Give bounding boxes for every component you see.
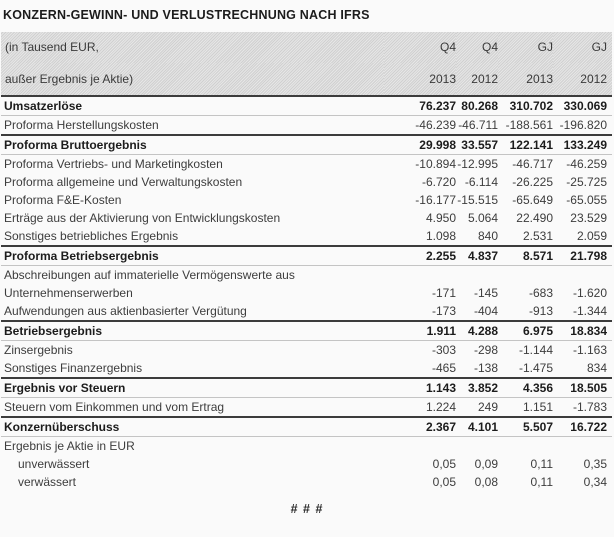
- income-table-body: [1, 96, 612, 491]
- cell-gj-2013: -188.561: [505, 118, 553, 132]
- cell-q4-2012: 0,09: [474, 457, 498, 471]
- cell-q4-2013: -465: [431, 361, 456, 375]
- cell-gj-2012: 834: [586, 361, 607, 375]
- cell-gj-2012: 18.834: [570, 324, 607, 338]
- header-col-gj-2013-period: GJ: [498, 32, 553, 63]
- cell-q4-2013: 2.367: [425, 420, 456, 434]
- table-row: [1, 284, 612, 302]
- cell-q4-2012: [456, 266, 498, 285]
- cell-q4-2013: [384, 266, 456, 285]
- row-label: Unternehmenserwerben: [4, 286, 133, 300]
- table-row: [1, 473, 612, 491]
- cell-q4-2012: 80.268: [461, 99, 498, 113]
- cell-gj-2012: -1.163: [572, 343, 607, 357]
- cell-gj-2013: 22.490: [516, 211, 553, 225]
- cell-gj-2012: -25.725: [566, 175, 607, 189]
- cell-q4-2012: -6.114: [464, 175, 498, 189]
- cell-q4-2012: 0,08: [474, 475, 498, 489]
- row-label: Betriebsergebnis: [4, 324, 103, 338]
- cell-q4-2012: 5.064: [467, 211, 498, 225]
- table-row: [1, 191, 612, 209]
- cell-q4-2012: -145: [473, 286, 498, 300]
- row-label: Sonstiges betriebliches Ergebnis: [4, 229, 179, 243]
- income-statement-table: [1, 32, 612, 491]
- cell-q4-2013: -46.239: [415, 118, 456, 132]
- cell-q4-2013: 1.098: [425, 229, 456, 243]
- cell-q4-2012: -15.515: [457, 193, 498, 207]
- cell-q4-2013: 0,05: [432, 457, 456, 471]
- cell-q4-2012: -138: [473, 361, 498, 375]
- cell-gj-2013: [498, 437, 553, 456]
- end-of-release-marker: # # #: [290, 502, 324, 516]
- cell-gj-2013: 0,11: [530, 457, 553, 471]
- cell-q4-2013: [384, 437, 456, 456]
- cell-q4-2013: 4.950: [425, 211, 456, 225]
- row-label: Zinsergebnis: [4, 343, 73, 357]
- table-row: [1, 321, 612, 341]
- cell-gj-2012: 16.722: [570, 420, 607, 434]
- table-row: [1, 378, 612, 398]
- cell-gj-2013: 2.531: [522, 229, 553, 243]
- table-row: [1, 246, 612, 266]
- cell-q4-2012: 4.101: [467, 420, 498, 434]
- row-label: Konzernüberschuss: [4, 420, 120, 434]
- cell-gj-2013: 122.141: [509, 138, 553, 152]
- table-row: [1, 437, 612, 456]
- header-col-q4-2012-period: Q4: [456, 32, 498, 63]
- header-col-gj-2012-year: 2012: [553, 63, 612, 96]
- cell-q4-2013: 2.255: [425, 249, 456, 263]
- cell-q4-2012: 4.837: [467, 249, 498, 263]
- row-label: Proforma Bruttoergebnis: [4, 138, 147, 152]
- row-label: Erträge aus der Aktivierung von Entwicklungskosten: [4, 211, 281, 225]
- cell-q4-2012: 4.288: [467, 324, 498, 338]
- row-label: Sonstiges Finanzergebnis: [4, 361, 143, 375]
- table-header: [1, 32, 612, 96]
- cell-gj-2012: -1.783: [572, 400, 607, 414]
- cell-gj-2013: 8.571: [522, 249, 553, 263]
- table-row: [1, 341, 612, 360]
- cell-gj-2012: 21.798: [570, 249, 607, 263]
- cell-gj-2013: -1.475: [518, 361, 553, 375]
- cell-q4-2013: -173: [431, 304, 456, 318]
- table-row: [1, 359, 612, 378]
- cell-q4-2013: -10.894: [415, 157, 456, 171]
- header-col-gj-2012-period: GJ: [553, 32, 612, 63]
- cell-gj-2013: -26.225: [512, 175, 553, 189]
- row-label: Proforma allgemeine und Verwaltungskosten: [4, 175, 243, 189]
- header-col-q4-2012-year: 2012: [456, 63, 498, 96]
- table-row: [1, 398, 612, 418]
- cell-gj-2013: 310.702: [509, 99, 553, 113]
- cell-q4-2013: -171: [431, 286, 456, 300]
- cell-q4-2013: 0,05: [432, 475, 456, 489]
- cell-q4-2013: -303: [431, 343, 456, 357]
- cell-gj-2012: 330.069: [563, 99, 607, 113]
- row-label: Ergebnis je Aktie in EUR: [4, 439, 135, 453]
- cell-q4-2012: 3.852: [467, 381, 498, 395]
- cell-q4-2013: 29.998: [419, 138, 456, 152]
- cell-q4-2012: 840: [477, 229, 498, 243]
- table-row: [1, 135, 612, 155]
- cell-q4-2012: [456, 437, 498, 456]
- cell-q4-2013: 1.143: [425, 381, 456, 395]
- row-label: Proforma Betriebsergebnis: [4, 249, 159, 263]
- page-title: KONZERN-GEWINN- UND VERLUSTRECHNUNG NACH IFRS: [3, 8, 370, 22]
- table-header-row-years: [1, 63, 612, 96]
- table-row: [1, 209, 612, 227]
- table-row: [1, 417, 612, 437]
- cell-q4-2013: 76.237: [419, 99, 456, 113]
- table-row: [1, 302, 612, 321]
- table-row: [1, 227, 612, 246]
- row-label: Proforma F&E-Kosten: [4, 193, 122, 207]
- cell-gj-2013: 5.507: [522, 420, 553, 434]
- table-header-row-units: [1, 32, 612, 63]
- cell-q4-2012: -298: [473, 343, 498, 357]
- cell-gj-2013: -683: [528, 286, 553, 300]
- table-row: [1, 116, 612, 136]
- row-label: unverwässert: [18, 457, 90, 471]
- cell-gj-2012: 23.529: [570, 211, 607, 225]
- cell-gj-2012: -1.344: [572, 304, 607, 318]
- cell-gj-2012: -196.820: [559, 118, 607, 132]
- table-row: [1, 96, 612, 116]
- cell-gj-2013: 1.151: [522, 400, 553, 414]
- cell-q4-2012: -404: [473, 304, 498, 318]
- row-label: Umsatzerlöse: [4, 99, 83, 113]
- cell-gj-2013: 4.356: [522, 381, 553, 395]
- cell-q4-2012: 33.557: [461, 138, 498, 152]
- table-row: [1, 266, 612, 285]
- row-label: Abschreibungen auf immaterielle Vermögenswerte aus: [4, 268, 295, 282]
- cell-gj-2012: 18.505: [570, 381, 607, 395]
- cell-q4-2013: 1.911: [426, 324, 456, 338]
- cell-gj-2012: [553, 266, 612, 285]
- cell-gj-2012: -65.055: [566, 193, 607, 207]
- cell-gj-2013: -65.649: [512, 193, 553, 207]
- cell-gj-2012: 0,35: [583, 457, 607, 471]
- header-col-q4-2013-period: Q4: [384, 32, 456, 63]
- header-caption-line2: außer Ergebnis je Aktie): [1, 63, 384, 96]
- cell-gj-2013: 0,11: [530, 475, 553, 489]
- row-label: Proforma Herstellungskosten: [4, 118, 159, 132]
- cell-q4-2012: -12.995: [457, 157, 498, 171]
- table-row: [1, 173, 612, 191]
- cell-gj-2013: -913: [528, 304, 553, 318]
- cell-gj-2013: [498, 266, 553, 285]
- cell-gj-2012: 2.059: [576, 229, 607, 243]
- header-col-q4-2013-year: 2013: [384, 63, 456, 96]
- cell-q4-2012: -46.711: [458, 118, 498, 132]
- header-col-gj-2013-year: 2013: [498, 63, 553, 96]
- cell-gj-2013: 6.975: [522, 324, 553, 338]
- cell-gj-2012: 0,34: [583, 475, 607, 489]
- row-label: Ergebnis vor Steuern: [4, 381, 126, 395]
- cell-q4-2012: 249: [477, 400, 498, 414]
- table-row: [1, 455, 612, 473]
- cell-q4-2013: 1.224: [425, 400, 456, 414]
- row-label: verwässert: [18, 475, 77, 489]
- cell-gj-2013: -1.144: [518, 343, 553, 357]
- cell-gj-2012: -46.259: [566, 157, 607, 171]
- cell-q4-2013: -16.177: [415, 193, 456, 207]
- cell-q4-2013: -6.720: [421, 175, 456, 189]
- header-caption-line1: (in Tausend EUR,: [1, 32, 384, 63]
- cell-gj-2012: 133.249: [563, 138, 607, 152]
- cell-gj-2012: [553, 437, 612, 456]
- row-label: Aufwendungen aus aktienbasierter Vergütung: [4, 304, 247, 318]
- cell-gj-2012: -1.620: [572, 286, 607, 300]
- row-label: Steuern vom Einkommen und vom Ertrag: [4, 400, 225, 414]
- row-label: Proforma Vertriebs- und Marketingkosten: [4, 157, 223, 171]
- cell-gj-2013: -46.717: [512, 157, 553, 171]
- table-row: [1, 155, 612, 174]
